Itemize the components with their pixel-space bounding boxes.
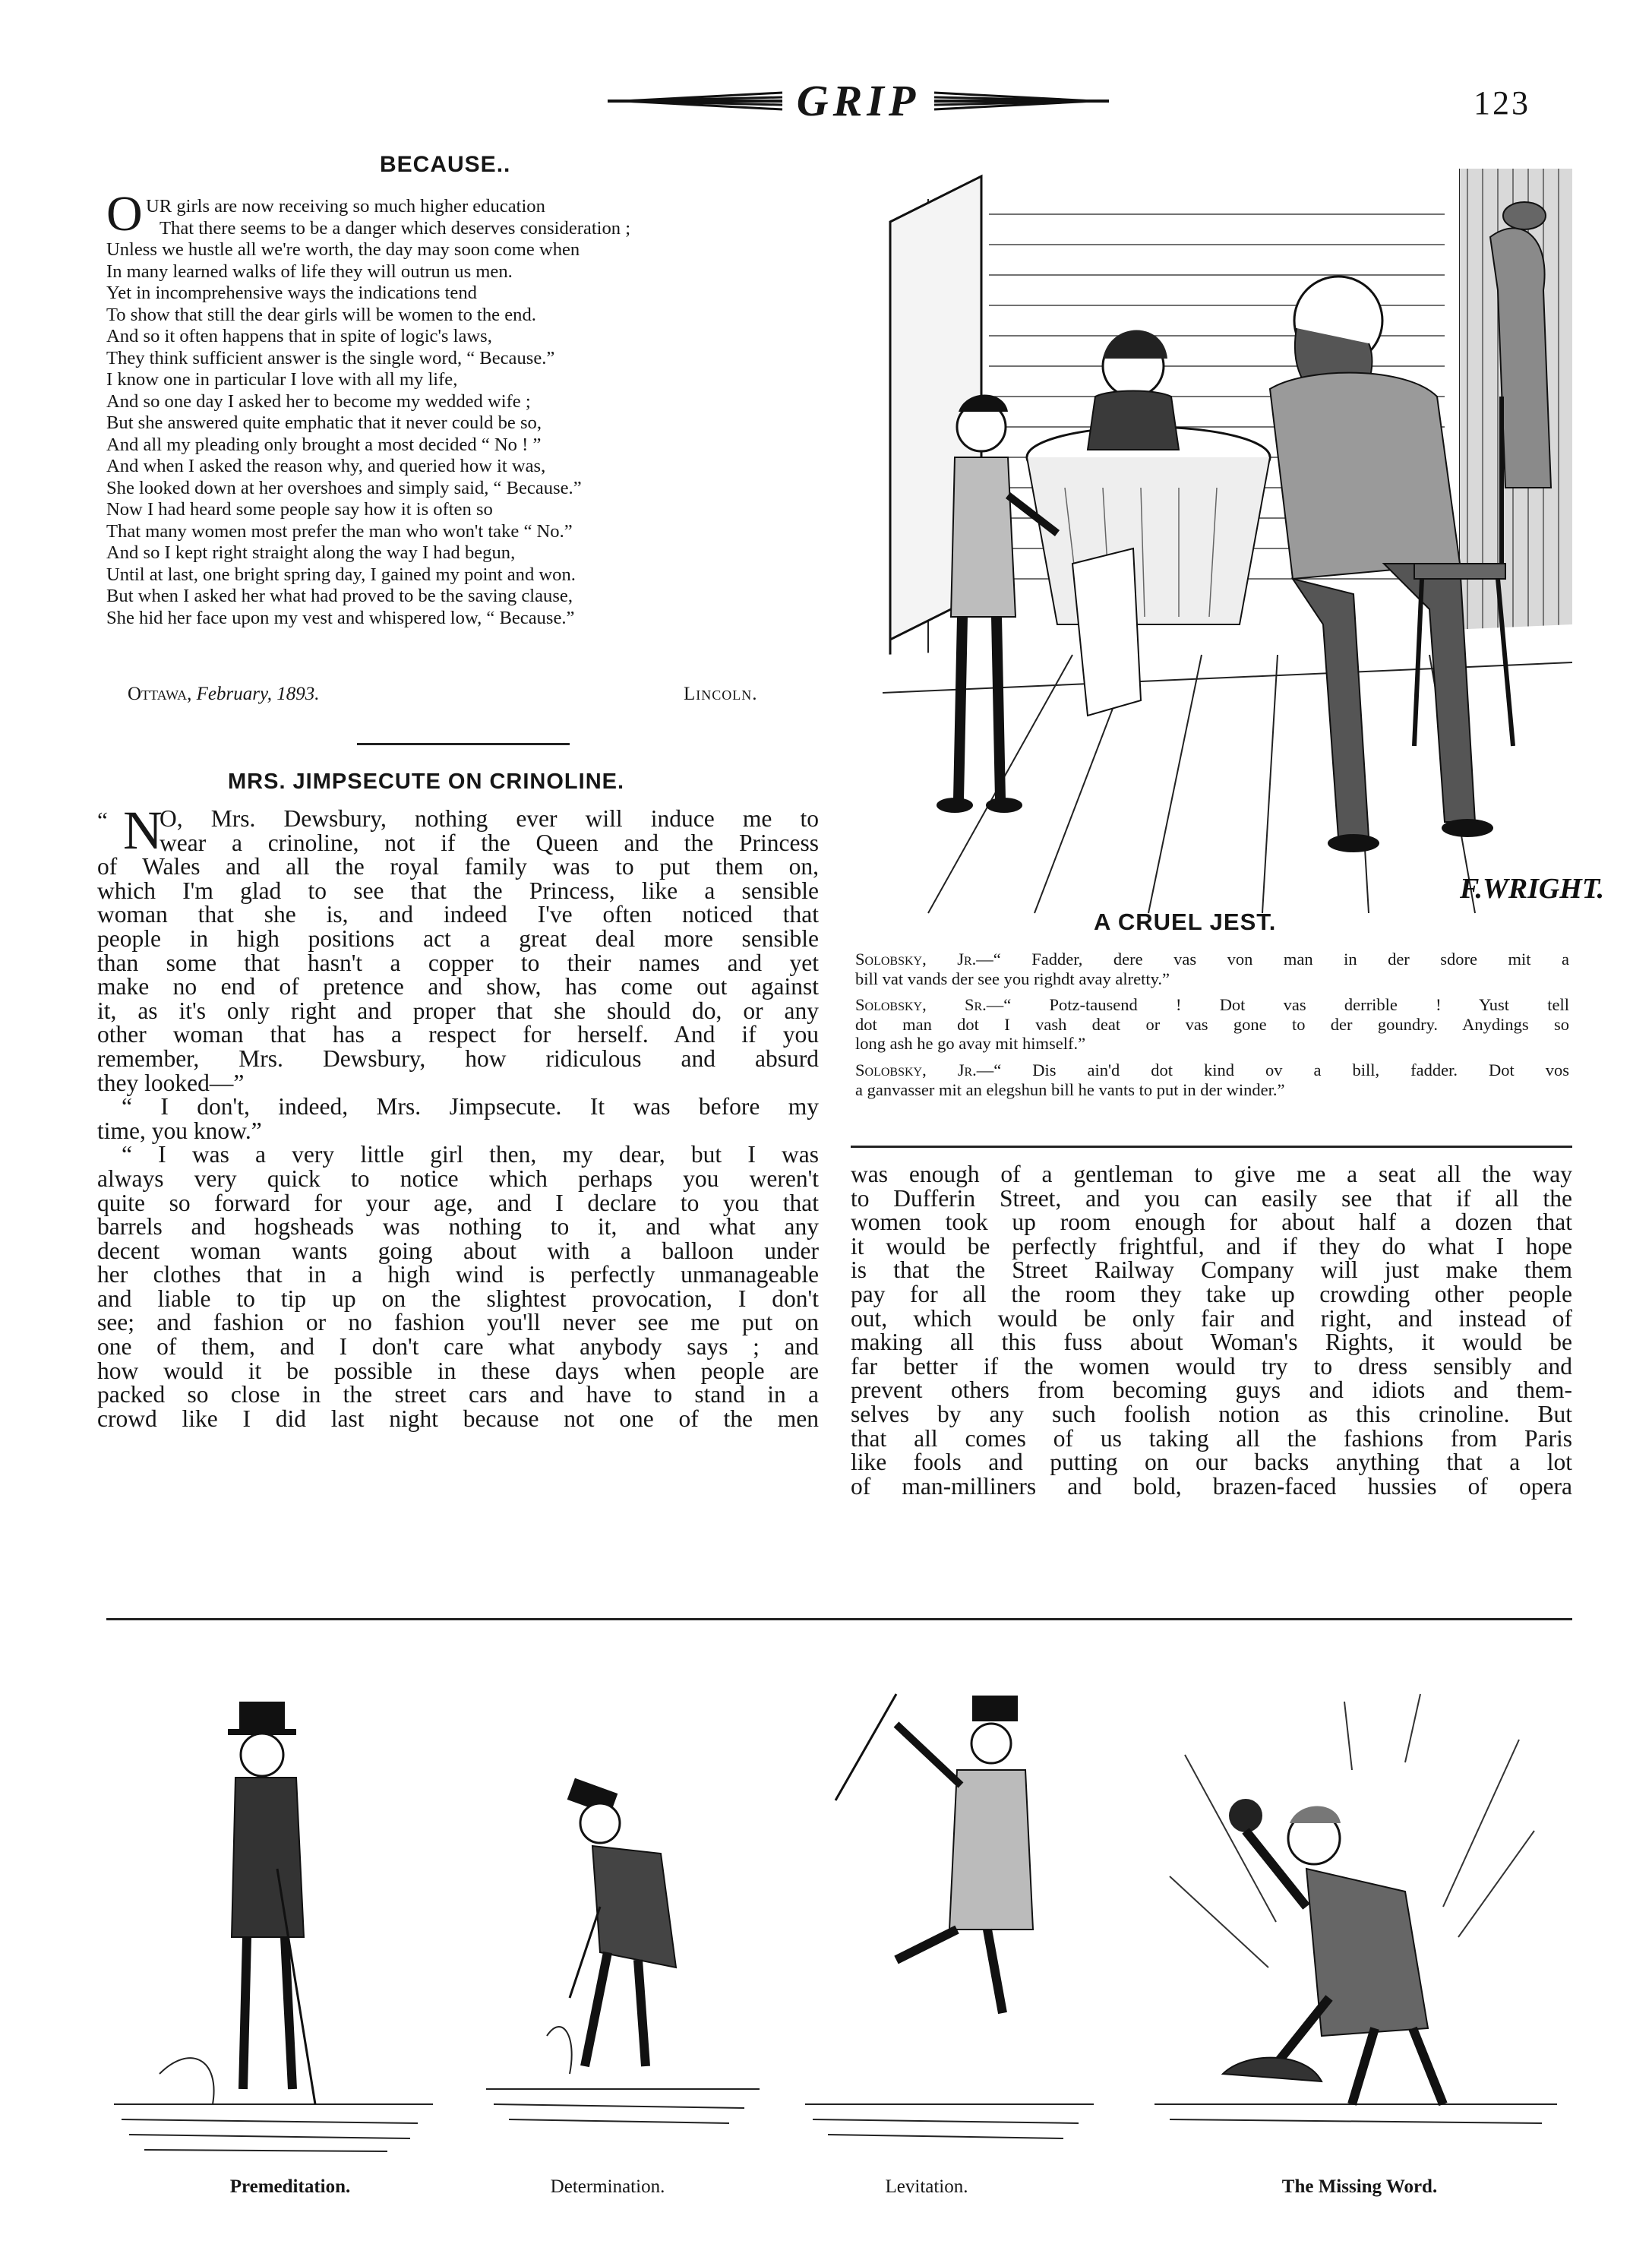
poem-dateline	[128, 684, 319, 705]
article-line: selves by any such foolish notion as this crinoline. But	[851, 1400, 1572, 1427]
article-line: to Dufferin Street, and you can easily see that if all the	[851, 1184, 1572, 1212]
because-dropcap: O	[106, 186, 143, 242]
article-line: making all this fuss about Woman's Rights, it would be	[851, 1329, 1572, 1356]
poem-line: In many learned walks of life they will outrun us men.	[106, 261, 513, 282]
because-poem	[106, 186, 835, 629]
article-line: prevent others from becoming guys and idiots and them-	[851, 1376, 1572, 1404]
panel-caption: Premeditation.	[229, 2176, 351, 2197]
article-line: other woman that has a respect for herself. And if you	[97, 1021, 819, 1048]
poem-line: That many women most prefer the man who won't take “ No.”	[106, 520, 573, 542]
poem-line: And all my pleading only brought a most decided “ No ! ”	[106, 434, 542, 455]
poem-line: Now I had heard some people say how it is often so	[106, 499, 493, 520]
dialog-line: “ Fadder, dere vas von man in der sdore mit a	[993, 950, 1569, 969]
cruel-jest-illustration	[883, 169, 1605, 913]
panel-caption: Levitation.	[885, 2176, 968, 2197]
crinoline-dropcap: N	[123, 800, 163, 861]
article-line: “ I was a very little girl then, my dear, but I was	[122, 1141, 819, 1168]
dialog-speaker: Solobsky, Sr.—	[855, 995, 1004, 1014]
page-number: 123	[1474, 84, 1530, 122]
crinoline-column-left	[97, 800, 819, 1432]
article-line: like fools and putting on our backs anything that a lot	[851, 1449, 1572, 1476]
article-line: far better if the women would try to dress sensibly and	[851, 1352, 1572, 1380]
page-divider	[106, 1618, 1572, 1620]
article-line: make no end of pretence and show, has come out against	[97, 973, 819, 1000]
poem-line: To show that still the dear girls will be women to the end.	[106, 304, 536, 325]
section-divider	[357, 743, 570, 745]
article-line: they looked—”	[97, 1069, 245, 1096]
article-line: time, you know.”	[97, 1117, 262, 1144]
article-line: people in high positions act a great deal more sensible	[97, 924, 819, 952]
article-line: how would it be possible in these days when people are	[97, 1357, 819, 1384]
dialog-line: bill vat vands der see you righdt avay alretty.”	[855, 969, 1170, 988]
article-line: than some that hasn't a copper to their names and yet	[97, 949, 819, 976]
panel-missing-word	[1155, 1679, 1557, 2165]
dialog-line: dot man dot I vash deat or vas gone to der goundry. Anydings so	[855, 1014, 1569, 1034]
article-line: it, as it's only right and proper that she should do, or any	[97, 997, 819, 1024]
article-line: of man-milliners and bold, brazen-faced hussies of opera	[851, 1472, 1572, 1500]
dialog-block-3	[855, 1060, 1569, 1099]
article-line: which I'm glad to see that the Princess, like a sensible	[97, 877, 819, 904]
article-line: always very quick to notice which perhaps you weren't	[97, 1165, 819, 1192]
because-heading: BECAUSE..	[380, 152, 511, 177]
poem-date: February, 1893.	[196, 684, 320, 704]
poem-author: Lincoln.	[684, 684, 758, 704]
article-line: one of them, and I don't care what anybody says ; and	[97, 1333, 819, 1361]
poem-line: That there seems to be a danger which deserves consideration ;	[160, 217, 631, 239]
dialog-line: “ Potz-tausend ! Dot vas derrible ! Yust tell	[1003, 995, 1569, 1014]
dialog-block-2	[855, 995, 1569, 1054]
poem-line: And so it often happens that in spite of logic's laws,	[106, 326, 492, 346]
article-line: “ I don't, indeed, Mrs. Jimpsecute. It was before my	[122, 1093, 819, 1120]
poem-line: She hid her face upon my vest and whispered low, “ Because.”	[106, 607, 575, 628]
article-line: remember, Mrs. Dewsbury, how ridiculous and absurd	[97, 1045, 819, 1072]
panel-caption: The Missing Word.	[1281, 2176, 1438, 2197]
article-line: was enough of a gentleman to give me a seat all the way	[851, 1161, 1572, 1187]
dialog-line: “ Dis ain'd dot kind ov a bill, fadder. Dot vos	[993, 1060, 1569, 1079]
article-line: is that the Street Railway Company will just make them	[851, 1256, 1572, 1284]
article-line: women took up room enough for about half a dozen that	[851, 1209, 1572, 1236]
poem-line: UR girls are now receiving so much higher education	[146, 196, 545, 217]
poem-line: But when I asked her what had proved to be the saving clause,	[106, 586, 573, 606]
cartoon-caption: A CRUEL JEST.	[1094, 909, 1277, 935]
poem-line: They think sufficient answer is the single word, “ Because.”	[106, 347, 555, 368]
dialog-line: long ash he go avay mit himself.”	[855, 1034, 1086, 1053]
poem-line: And when I asked the reason why, and queried how it was,	[106, 456, 546, 476]
article-line: and liable to tip up on the slightest provocation, I don't	[97, 1285, 819, 1312]
poem-line: Unless we hustle all we're worth, the day may soon come when	[106, 239, 580, 260]
article-line: pay for all the room they take up crowding other people	[851, 1280, 1572, 1307]
masthead-rule-right	[934, 90, 1109, 112]
crinoline-heading: MRS. JIMPSECUTE ON CRINOLINE.	[228, 770, 625, 794]
dialog-line: a ganvasser mit an elegshun bill he vants to put in der winder.”	[855, 1079, 1285, 1099]
poem-line: She looked down at her overshoes and simply said, “ Because.”	[106, 477, 582, 498]
article-line: that all comes of us taking all the fashions from Paris	[851, 1424, 1572, 1452]
poem-line: And so one day I asked her to become my wedded wife ;	[106, 390, 531, 412]
panel-premeditation	[114, 1679, 433, 2165]
poem-line: And so I kept right straight along the way I had begun,	[106, 542, 516, 563]
article-line: barrels and hogsheads was nothing to it, and what any	[97, 1213, 819, 1241]
masthead-rule-left	[608, 90, 782, 112]
panel-levitation	[805, 1679, 1094, 2165]
poem-line: I know one in particular I love with all my life,	[106, 369, 458, 390]
poem-line: But she answered quite emphatic that it never could be so,	[106, 412, 542, 433]
article-line: O, Mrs. Dewsbury, nothing ever will induce me to	[160, 805, 819, 832]
article-line: crowd like I did last night because not one of the men	[97, 1405, 819, 1432]
article-line: packed so close in the street cars and have to stand in a	[97, 1381, 819, 1408]
poem-line: Yet in incomprehensive ways the indications tend	[106, 283, 477, 303]
crinoline-column-right	[851, 1162, 1572, 1498]
panel-determination	[486, 1679, 760, 2165]
dialog-block-1	[855, 950, 1569, 988]
masthead	[608, 74, 1109, 128]
masthead-title: GRIP	[796, 76, 921, 125]
cartoon-divider	[851, 1146, 1572, 1148]
article-line: it would be perfectly frightful, and if they do what I hope	[851, 1232, 1572, 1260]
article-line: see; and fashion or no fashion you'll never see me put on	[97, 1309, 819, 1336]
article-line: out, which would be only fair and right, and instead of	[851, 1304, 1572, 1332]
article-line: wear a crinoline, not if the Queen and the Princess	[160, 829, 819, 856]
article-line: of Wales and all the royal family was to put them on,	[97, 853, 819, 880]
illustrator-signature: F.WRIGHT.	[1460, 873, 1605, 905]
article-line: woman that she is, and indeed I've often noticed that	[97, 901, 819, 928]
article-line: her clothes that in a high wind is perfectly unmanageable	[97, 1261, 819, 1288]
article-line: quite so forward for your age, and I declare to you that	[97, 1189, 819, 1216]
panel-caption: Determination.	[550, 2176, 665, 2197]
dialog-speaker: Solobsky, Jr.—	[855, 1060, 994, 1079]
open-quote: “	[97, 807, 108, 833]
poem-place: Ottawa,	[128, 684, 192, 704]
article-line: decent woman wants going about with a balloon under	[97, 1237, 819, 1264]
poem-line: Until at last, one bright spring day, I gained my point and won.	[106, 564, 576, 585]
dialog-speaker: Solobsky, Jr.—	[855, 950, 993, 969]
